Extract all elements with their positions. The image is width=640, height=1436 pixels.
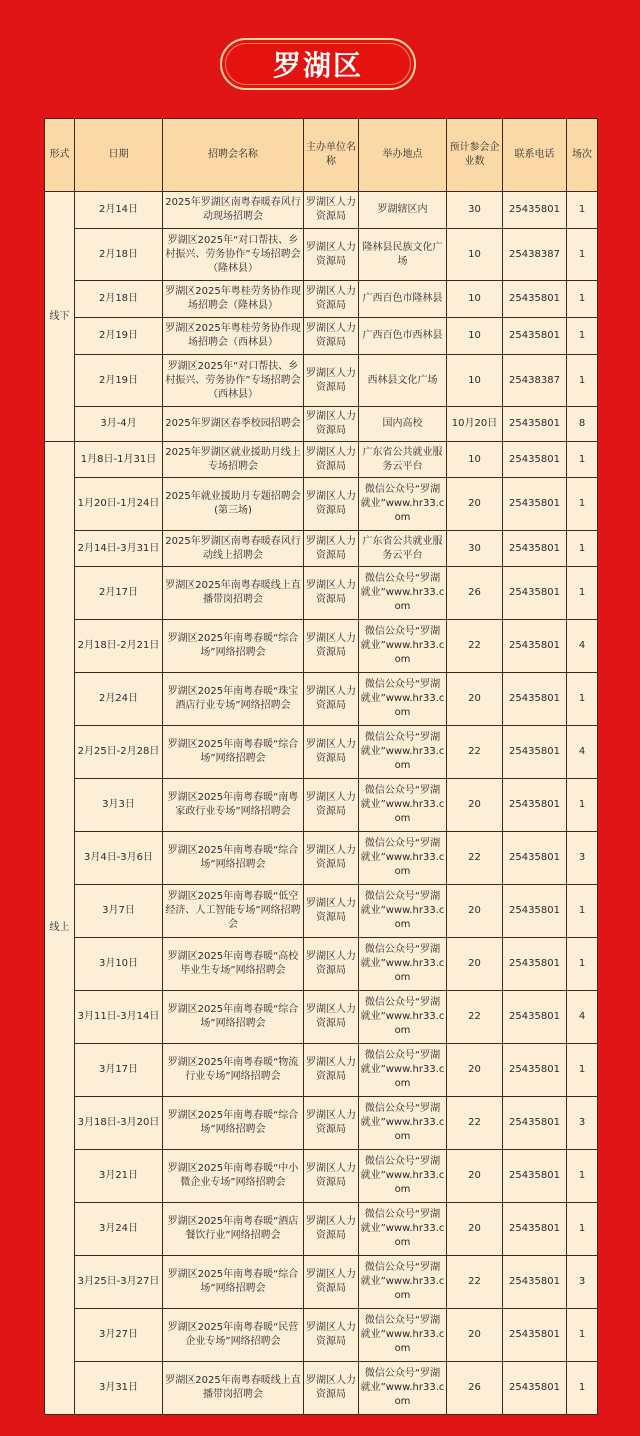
phone-cell: 25435801: [503, 1256, 567, 1309]
date-cell: 2月18日: [75, 281, 163, 318]
sessions-cell: 1: [567, 1203, 598, 1256]
table-row: [45, 442, 598, 478]
table-row: [45, 991, 598, 1044]
organizer-cell: 罗湖区人力资源局: [304, 1362, 359, 1415]
organizer-cell: 罗湖区人力资源局: [304, 229, 359, 281]
date-cell: 2月14日: [75, 192, 163, 229]
phone-cell: 25435801: [503, 991, 567, 1044]
organizer-cell: 罗湖区人力资源局: [304, 355, 359, 407]
venue-cell: 微信公众号“罗湖就业”www.hr33.com: [359, 1362, 447, 1415]
table-row: [45, 1256, 598, 1309]
page-title: [220, 38, 416, 90]
venue-cell: 微信公众号“罗湖就业”www.hr33.com: [359, 1097, 447, 1150]
table-row: [45, 779, 598, 832]
date-cell: 1月20日-1月24日: [75, 478, 163, 531]
company-count-cell: 20: [447, 779, 503, 832]
date-cell: 2月14日-3月31日: [75, 531, 163, 567]
company-count-cell: 10: [447, 442, 503, 478]
phone-cell: 25435801: [503, 1150, 567, 1203]
date-cell: 2月24日: [75, 673, 163, 726]
organizer-cell: 罗湖区人力资源局: [304, 673, 359, 726]
date-cell: 2月19日: [75, 318, 163, 355]
header-venue: 举办地点: [359, 119, 447, 192]
date-cell: 3月11日-3月14日: [75, 991, 163, 1044]
date-cell: 3月24日: [75, 1203, 163, 1256]
phone-cell: 25435801: [503, 281, 567, 318]
venue-cell: 微信公众号“罗湖就业”www.hr33.com: [359, 885, 447, 938]
venue-cell: 微信公众号“罗湖就业”www.hr33.com: [359, 779, 447, 832]
fair-name-cell: 2025年罗湖区春季校园招聘会: [163, 407, 304, 442]
venue-cell: 微信公众号“罗湖就业”www.hr33.com: [359, 1044, 447, 1097]
date-cell: 3月4日-3月6日: [75, 832, 163, 885]
venue-cell: 广东省公共就业服务云平台: [359, 442, 447, 478]
organizer-cell: 罗湖区人力资源局: [304, 1256, 359, 1309]
table-row: [45, 478, 598, 531]
organizer-cell: 罗湖区人力资源局: [304, 478, 359, 531]
phone-cell: 25435801: [503, 938, 567, 991]
fair-name-cell: 罗湖区2025年南粤春暖“中小微企业专场”网络招聘会: [163, 1150, 304, 1203]
table-row: [45, 620, 598, 673]
organizer-cell: 罗湖区人力资源局: [304, 1203, 359, 1256]
sessions-cell: 1: [567, 478, 598, 531]
date-cell: 2月18日: [75, 229, 163, 281]
table-row: [45, 355, 598, 407]
company-count-cell: 22: [447, 620, 503, 673]
phone-cell: 25435801: [503, 885, 567, 938]
phone-cell: 25435801: [503, 567, 567, 620]
venue-cell: 微信公众号“罗湖就业”www.hr33.com: [359, 620, 447, 673]
organizer-cell: 罗湖区人力资源局: [304, 1150, 359, 1203]
phone-cell: 25435801: [503, 192, 567, 229]
job-fair-table: [44, 118, 598, 1415]
fair-name-cell: 罗湖区2025年南粤春暖线上直播带岗招聘会: [163, 1362, 304, 1415]
venue-cell: 微信公众号“罗湖就业”www.hr33.com: [359, 478, 447, 531]
fair-name-cell: 罗湖区2025年南粤春暖线上直播带岗招聘会: [163, 567, 304, 620]
form-cell: 线上: [45, 442, 75, 1415]
table-row: [45, 1309, 598, 1362]
organizer-cell: 罗湖区人力资源局: [304, 531, 359, 567]
title-inner-border: [225, 43, 411, 85]
fair-name-cell: 罗湖区2025年南粤春暖“低空经济、人工智能专场”网络招聘会: [163, 885, 304, 938]
phone-cell: 25435801: [503, 779, 567, 832]
fair-name-cell: 2025年罗湖区南粤春暖春风行动线上招聘会: [163, 531, 304, 567]
form-cell: 线下: [45, 192, 75, 442]
organizer-cell: 罗湖区人力资源局: [304, 726, 359, 779]
sessions-cell: 1: [567, 673, 598, 726]
organizer-cell: 罗湖区人力资源局: [304, 1097, 359, 1150]
table-row: [45, 192, 598, 229]
fair-name-cell: 罗湖区2025年南粤春暖“综合场”网络招聘会: [163, 1097, 304, 1150]
phone-cell: 25435801: [503, 318, 567, 355]
fair-name-cell: 罗湖区2025年南粤春暖“民营企业专场”网络招聘会: [163, 1309, 304, 1362]
venue-cell: 隆林县民族文化广场: [359, 229, 447, 281]
fair-name-cell: 罗湖区2025年南粤春暖“综合场”网络招聘会: [163, 726, 304, 779]
fair-name-cell: 罗湖区2025年南粤春暖“综合场”网络招聘会: [163, 991, 304, 1044]
sessions-cell: 3: [567, 1097, 598, 1150]
venue-cell: 微信公众号“罗湖就业”www.hr33.com: [359, 567, 447, 620]
sessions-cell: 4: [567, 726, 598, 779]
company-count-cell: 20: [447, 1044, 503, 1097]
fair-name-cell: 2025年罗湖区南粤春暖春风行动现场招聘会: [163, 192, 304, 229]
table-row: [45, 1203, 598, 1256]
fair-name-cell: 罗湖区2025年“对口帮扶、乡村振兴、劳务协作”专场招聘会（西林县）: [163, 355, 304, 407]
sessions-cell: 1: [567, 531, 598, 567]
table-row: [45, 407, 598, 442]
sessions-cell: 8: [567, 407, 598, 442]
venue-cell: 微信公众号“罗湖就业”www.hr33.com: [359, 726, 447, 779]
sessions-cell: 4: [567, 991, 598, 1044]
sessions-cell: 1: [567, 442, 598, 478]
organizer-cell: 罗湖区人力资源局: [304, 442, 359, 478]
company-count-cell: 20: [447, 673, 503, 726]
table-row: [45, 531, 598, 567]
venue-cell: 微信公众号“罗湖就业”www.hr33.com: [359, 1203, 447, 1256]
company-count-cell: 26: [447, 567, 503, 620]
organizer-cell: 罗湖区人力资源局: [304, 885, 359, 938]
sessions-cell: 1: [567, 885, 598, 938]
fair-name-cell: 罗湖区2025年南粤春暖“南粤家政行业专场”网络招聘会: [163, 779, 304, 832]
header-form: 形式: [45, 119, 75, 192]
company-count-cell: 10: [447, 281, 503, 318]
fair-name-cell: 罗湖区2025年“对口帮扶、乡村振兴、劳务协作”专场招聘会（隆林县）: [163, 229, 304, 281]
title-banner: [0, 0, 640, 118]
venue-cell: 广西百色市西林县: [359, 318, 447, 355]
header-date: 日期: [75, 119, 163, 192]
date-cell: 3月18日-3月20日: [75, 1097, 163, 1150]
header-organizer: 主办单位名称: [304, 119, 359, 192]
organizer-cell: 罗湖区人力资源局: [304, 620, 359, 673]
date-cell: 3月27日: [75, 1309, 163, 1362]
header-sessions: 场次: [567, 119, 598, 192]
organizer-cell: 罗湖区人力资源局: [304, 281, 359, 318]
company-count-cell: 26: [447, 1362, 503, 1415]
date-cell: 3月-4月: [75, 407, 163, 442]
organizer-cell: 罗湖区人力资源局: [304, 832, 359, 885]
table-row: [45, 281, 598, 318]
fair-name-cell: 2025年就业援助月专题招聘会(第三场): [163, 478, 304, 531]
sessions-cell: 3: [567, 832, 598, 885]
phone-cell: 25435801: [503, 478, 567, 531]
sessions-cell: 1: [567, 192, 598, 229]
organizer-cell: 罗湖区人力资源局: [304, 192, 359, 229]
phone-cell: 25435801: [503, 1044, 567, 1097]
sessions-cell: 1: [567, 229, 598, 281]
date-cell: 3月21日: [75, 1150, 163, 1203]
venue-cell: 微信公众号“罗湖就业”www.hr33.com: [359, 673, 447, 726]
header-row: [45, 119, 598, 192]
sessions-cell: 1: [567, 281, 598, 318]
company-count-cell: 20: [447, 885, 503, 938]
table-row: [45, 229, 598, 281]
phone-cell: 25438387: [503, 229, 567, 281]
company-count-cell: 22: [447, 991, 503, 1044]
organizer-cell: 罗湖区人力资源局: [304, 779, 359, 832]
fair-name-cell: 2025年罗湖区就业援助月线上专场招聘会: [163, 442, 304, 478]
sessions-cell: 1: [567, 1044, 598, 1097]
date-cell: 3月17日: [75, 1044, 163, 1097]
company-count-cell: 22: [447, 726, 503, 779]
company-count-cell: 30: [447, 192, 503, 229]
phone-cell: 25435801: [503, 620, 567, 673]
organizer-cell: 罗湖区人力资源局: [304, 991, 359, 1044]
phone-cell: 25435801: [503, 407, 567, 442]
venue-cell: 广西百色市隆林县: [359, 281, 447, 318]
venue-cell: 广东省公共就业服务云平台: [359, 531, 447, 567]
sessions-cell: 1: [567, 1309, 598, 1362]
sessions-cell: 1: [567, 1362, 598, 1415]
phone-cell: 25435801: [503, 531, 567, 567]
table-row: [45, 938, 598, 991]
phone-cell: 25435801: [503, 1203, 567, 1256]
date-cell: 2月17日: [75, 567, 163, 620]
organizer-cell: 罗湖区人力资源局: [304, 938, 359, 991]
date-cell: 3月31日: [75, 1362, 163, 1415]
company-count-cell: 22: [447, 1097, 503, 1150]
fair-name-cell: 罗湖区2025年南粤春暖“酒店餐饮行业”网络招聘会: [163, 1203, 304, 1256]
table-row: [45, 673, 598, 726]
organizer-cell: 罗湖区人力资源局: [304, 407, 359, 442]
company-count-cell: 10: [447, 318, 503, 355]
company-count-cell: 10: [447, 355, 503, 407]
phone-cell: 25435801: [503, 442, 567, 478]
date-cell: 3月3日: [75, 779, 163, 832]
date-cell: 2月18日-2月21日: [75, 620, 163, 673]
venue-cell: 微信公众号“罗湖就业”www.hr33.com: [359, 1309, 447, 1362]
venue-cell: 微信公众号“罗湖就业”www.hr33.com: [359, 938, 447, 991]
organizer-cell: 罗湖区人力资源局: [304, 1309, 359, 1362]
company-count-cell: 20: [447, 1203, 503, 1256]
page-title-text: 罗湖区: [272, 49, 363, 82]
header-phone: 联系电话: [503, 119, 567, 192]
table-row: [45, 1044, 598, 1097]
table-row: [45, 885, 598, 938]
table-row: [45, 1097, 598, 1150]
phone-cell: 25435801: [503, 1097, 567, 1150]
phone-cell: 25435801: [503, 673, 567, 726]
company-count-cell: 22: [447, 1256, 503, 1309]
fair-name-cell: 罗湖区2025年南粤春暖“珠宝酒店行业专场”网络招聘会: [163, 673, 304, 726]
fair-name-cell: 罗湖区2025年南粤春暖“高校毕业生专场”网络招聘会: [163, 938, 304, 991]
venue-cell: 微信公众号“罗湖就业”www.hr33.com: [359, 832, 447, 885]
company-count-cell: 20: [447, 1309, 503, 1362]
sessions-cell: 1: [567, 779, 598, 832]
company-count-cell: 20: [447, 478, 503, 531]
phone-cell: 25435801: [503, 726, 567, 779]
header-company-count: 预计参会企业数: [447, 119, 503, 192]
company-count-cell: 20: [447, 938, 503, 991]
table-row: [45, 1362, 598, 1415]
fair-name-cell: 罗湖区2025年南粤春暖“物流行业专场”网络招聘会: [163, 1044, 304, 1097]
table-row: [45, 1150, 598, 1203]
date-cell: 3月7日: [75, 885, 163, 938]
company-count-cell: 10: [447, 229, 503, 281]
fair-name-cell: 罗湖区2025年粤桂劳务协作现场招聘会（西林县）: [163, 318, 304, 355]
company-count-cell: 30: [447, 531, 503, 567]
date-cell: 2月19日: [75, 355, 163, 407]
organizer-cell: 罗湖区人力资源局: [304, 1044, 359, 1097]
date-cell: 3月10日: [75, 938, 163, 991]
header-fair-name: 招聘会名称: [163, 119, 304, 192]
sessions-cell: 1: [567, 938, 598, 991]
phone-cell: 25435801: [503, 1362, 567, 1415]
sessions-cell: 1: [567, 318, 598, 355]
sessions-cell: 1: [567, 355, 598, 407]
date-cell: 2月25日-2月28日: [75, 726, 163, 779]
fair-name-cell: 罗湖区2025年南粤春暖“综合场”网络招聘会: [163, 620, 304, 673]
fair-name-cell: 罗湖区2025年南粤春暖“综合场”网络招聘会: [163, 832, 304, 885]
company-count-cell: 20: [447, 1150, 503, 1203]
phone-cell: 25435801: [503, 1309, 567, 1362]
company-count-cell: 22: [447, 832, 503, 885]
venue-cell: 微信公众号“罗湖就业”www.hr33.com: [359, 991, 447, 1044]
sessions-cell: 3: [567, 1256, 598, 1309]
phone-cell: 25438387: [503, 355, 567, 407]
date-cell: 3月25日-3月27日: [75, 1256, 163, 1309]
company-count-cell: 10月20日: [447, 407, 503, 442]
table-row: [45, 318, 598, 355]
table-row: [45, 726, 598, 779]
organizer-cell: 罗湖区人力资源局: [304, 318, 359, 355]
phone-cell: 25435801: [503, 832, 567, 885]
venue-cell: 罗湖辖区内: [359, 192, 447, 229]
venue-cell: 西林县文化广场: [359, 355, 447, 407]
venue-cell: 国内高校: [359, 407, 447, 442]
date-cell: 1月8日-1月31日: [75, 442, 163, 478]
table-row: [45, 832, 598, 885]
organizer-cell: 罗湖区人力资源局: [304, 567, 359, 620]
sessions-cell: 1: [567, 1150, 598, 1203]
table-row: [45, 567, 598, 620]
fair-name-cell: 罗湖区2025年南粤春暖“综合场”网络招聘会: [163, 1256, 304, 1309]
fair-name-cell: 罗湖区2025年粤桂劳务协作现场招聘会（隆林县）: [163, 281, 304, 318]
venue-cell: 微信公众号“罗湖就业”www.hr33.com: [359, 1150, 447, 1203]
sessions-cell: 1: [567, 567, 598, 620]
venue-cell: 微信公众号“罗湖就业”www.hr33.com: [359, 1256, 447, 1309]
sessions-cell: 4: [567, 620, 598, 673]
